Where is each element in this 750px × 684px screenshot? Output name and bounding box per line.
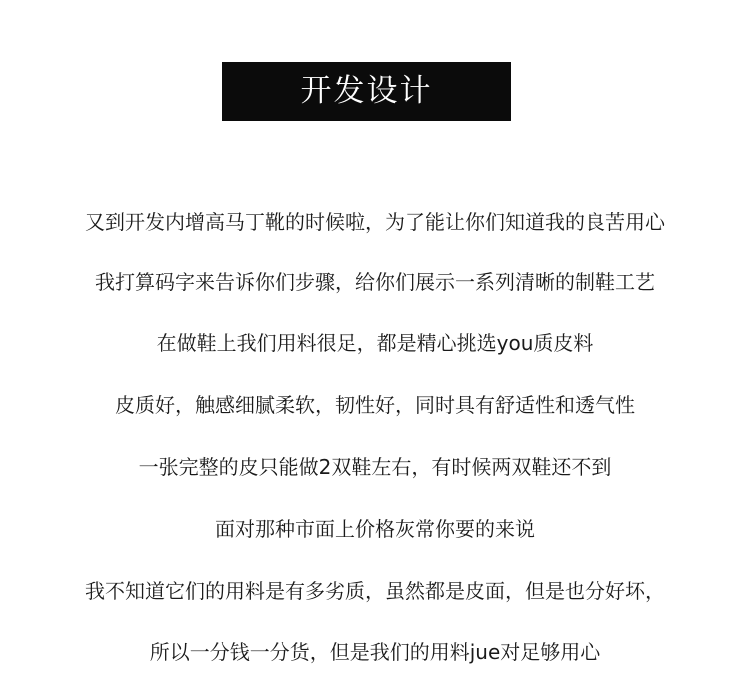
paragraph-line: 皮质好，触感细腻柔软，韧性好，同时具有舒适性和透气性 bbox=[115, 393, 635, 417]
paragraph-line: 一张完整的皮只能做2双鞋左右，有时候两双鞋还不到 bbox=[138, 455, 612, 479]
paragraph-line: 我打算码字来告诉你们步骤，给你们展示一系列清晰的制鞋工艺 bbox=[95, 270, 655, 294]
paragraph-line: 又到开发内增高马丁靴的时候啦，为了能让你们知道我的良苦用心 bbox=[85, 210, 665, 234]
page-title: 开发设计 bbox=[300, 73, 433, 109]
paragraph-line: 面对那种市面上价格灰常你要的来说 bbox=[215, 517, 535, 541]
paragraph-line: 在做鞋上我们用料很足，都是精心挑选you质皮料 bbox=[156, 331, 594, 355]
paragraph-line: 我不知道它们的用料是有多劣质，虽然都是皮面，但是也分好坏， bbox=[85, 579, 665, 603]
paragraph-line: 所以一分钱一分货，但是我们的用料jue对足够用心 bbox=[149, 640, 601, 664]
